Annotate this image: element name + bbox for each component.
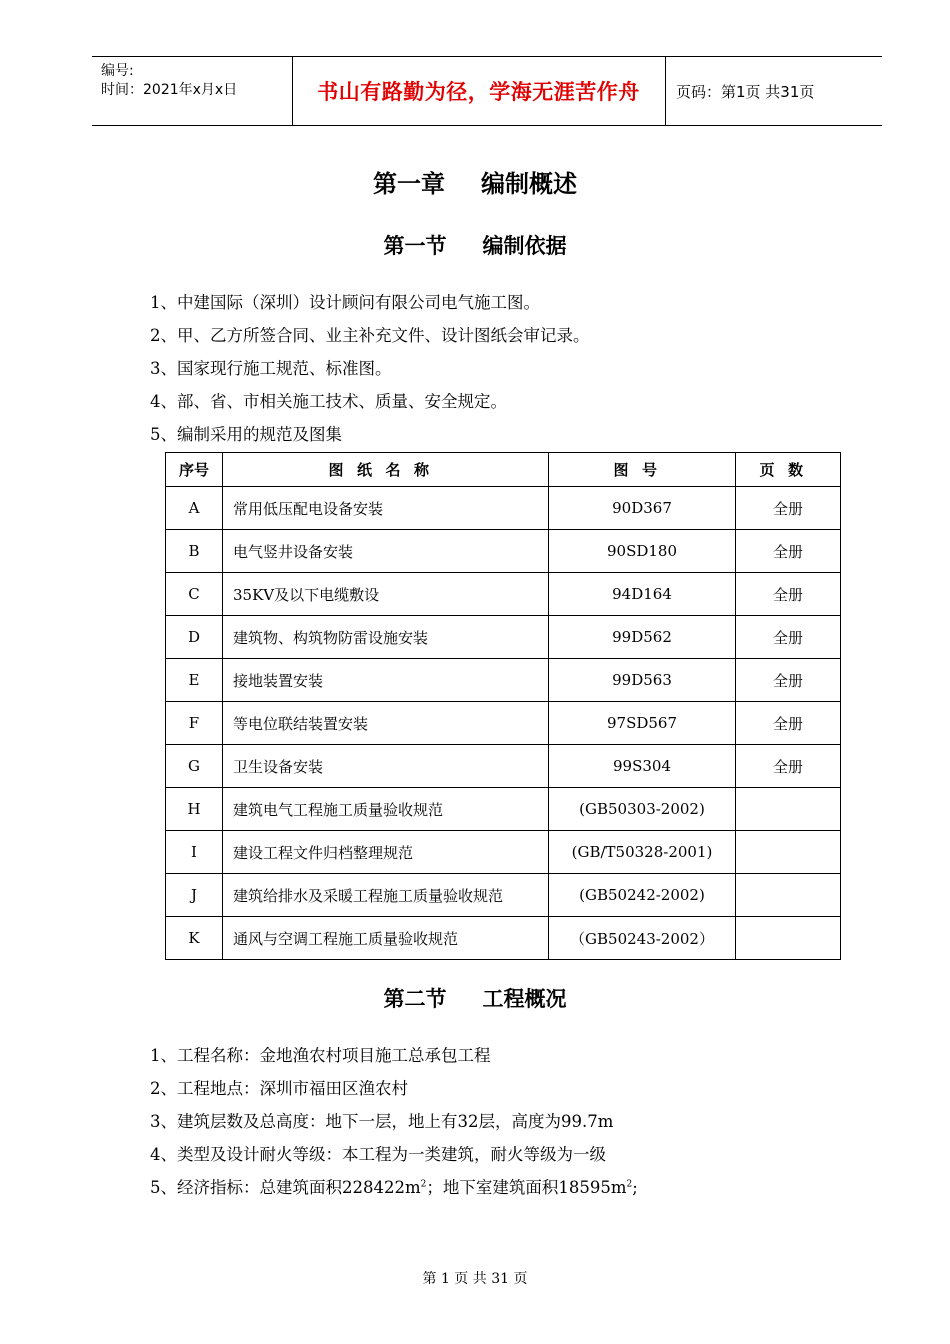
page-header (92, 56, 882, 126)
header-page-info: 页码：第1页 共31页 (676, 82, 815, 101)
section1-title: 编制依据 (482, 234, 567, 258)
section2-item: 2、工程地点：深圳市福田区渔农村 (150, 1079, 408, 1098)
row-name: 建筑物、构筑物防雷设施安装 (223, 616, 549, 659)
row-pages: 全册 (736, 530, 841, 573)
row-id: B (166, 530, 223, 573)
row-name: 建筑电气工程施工质量验收规范 (223, 788, 549, 831)
row-name: 等电位联结装置安装 (223, 702, 549, 745)
table-row (166, 874, 841, 917)
row-code: 90D367 (549, 487, 736, 530)
row-pages (736, 917, 841, 960)
row-pages: 全册 (736, 702, 841, 745)
row-code: (GB50242-2002) (549, 874, 736, 917)
row-name: 35KV及以下电缆敷设 (223, 573, 549, 616)
row-code: 99S304 (549, 745, 736, 788)
section2-item: 3、建筑层数及总高度：地下一层，地上有32层，高度为99.7m (150, 1112, 614, 1131)
section1-number: 第一节 (383, 234, 447, 258)
section1-item: 3、国家现行施工规范、标准图。 (150, 359, 392, 378)
section1-item: 2、甲、乙方所签合同、业主补充文件、设计图纸会审记录。 (150, 326, 590, 345)
economic-middle: ；地下室建筑面积18595m (426, 1178, 627, 1197)
row-code: 97SD567 (549, 702, 736, 745)
economic-suffix: ; (632, 1178, 638, 1197)
table-row (166, 573, 841, 616)
header-meta (92, 57, 293, 125)
header-number-label: 编号: (101, 63, 134, 79)
row-name: 建筑给排水及采暖工程施工质量验收规范 (223, 874, 549, 917)
header-cell-code: 图号 (549, 453, 736, 487)
row-id: J (166, 874, 223, 917)
chapter-number: 第一章 (373, 170, 445, 198)
section2-title: 工程概况 (482, 987, 567, 1011)
header-cell-pages: 页数 (736, 453, 841, 487)
row-id: G (166, 745, 223, 788)
row-id: A (166, 487, 223, 530)
row-pages: 全册 (736, 616, 841, 659)
row-id: H (166, 788, 223, 831)
row-id: C (166, 573, 223, 616)
section2-item: 1、工程名称：金地渔农村项目施工总承包工程 (150, 1046, 491, 1065)
table-row (166, 702, 841, 745)
chapter-heading (0, 164, 950, 199)
header-motto: 书山有路勤为径，学海无涯苦作舟 (292, 57, 666, 125)
section2-item-economic (150, 1174, 638, 1198)
table-row (166, 616, 841, 659)
row-id: I (166, 831, 223, 874)
row-code: （GB50243-2002） (549, 917, 736, 960)
section1-item: 1、中建国际（深圳）设计顾问有限公司电气施工图。 (150, 293, 540, 312)
row-id: K (166, 917, 223, 960)
row-id: F (166, 702, 223, 745)
row-code: 94D164 (549, 573, 736, 616)
table-row (166, 788, 841, 831)
row-pages (736, 788, 841, 831)
header-time-label: 时间：2021年x月x日 (101, 82, 238, 98)
row-code: 90SD180 (549, 530, 736, 573)
row-name: 接地装置安装 (223, 659, 549, 702)
row-pages: 全册 (736, 745, 841, 788)
row-pages (736, 874, 841, 917)
unit-superscript: 2 (626, 1179, 633, 1190)
page-footer: 第 1 页 共 31 页 (422, 1271, 528, 1287)
row-pages: 全册 (736, 573, 841, 616)
row-name: 通风与空调工程施工质量验收规范 (223, 917, 549, 960)
header-cell-index: 序号 (166, 453, 223, 487)
table-header-row (166, 453, 841, 487)
row-name: 卫生设备安装 (223, 745, 549, 788)
economic-prefix: 5、经济指标：总建筑面积228422m (150, 1178, 421, 1197)
table-row (166, 659, 841, 702)
section2-item: 4、类型及设计耐火等级：本工程为一类建筑，耐火等级为一级 (150, 1145, 606, 1164)
section1-item: 4、部、省、市相关施工技术、质量、安全规定。 (150, 392, 507, 411)
table-row (166, 745, 841, 788)
row-code: (GB/T50328-2001) (549, 831, 736, 874)
row-code: 99D562 (549, 616, 736, 659)
chapter-title: 编制概述 (481, 170, 577, 198)
table-row (166, 530, 841, 573)
row-code: 99D563 (549, 659, 736, 702)
row-name: 电气竖井设备安装 (223, 530, 549, 573)
section1-heading (0, 230, 950, 260)
table-row (166, 917, 841, 960)
row-id: E (166, 659, 223, 702)
header-cell-name: 图纸名称 (223, 453, 549, 487)
standards-table (165, 452, 841, 960)
section2-number: 第二节 (383, 987, 447, 1011)
section2-heading (0, 983, 950, 1013)
row-pages: 全册 (736, 487, 841, 530)
section1-item: 5、编制采用的规范及图集 (150, 425, 342, 444)
row-pages (736, 831, 841, 874)
row-name: 建设工程文件归档整理规范 (223, 831, 549, 874)
table-row (166, 831, 841, 874)
row-pages: 全册 (736, 659, 841, 702)
row-code: (GB50303-2002) (549, 788, 736, 831)
table-row (166, 487, 841, 530)
row-name: 常用低压配电设备安装 (223, 487, 549, 530)
unit-superscript: 2 (420, 1179, 427, 1190)
row-id: D (166, 616, 223, 659)
